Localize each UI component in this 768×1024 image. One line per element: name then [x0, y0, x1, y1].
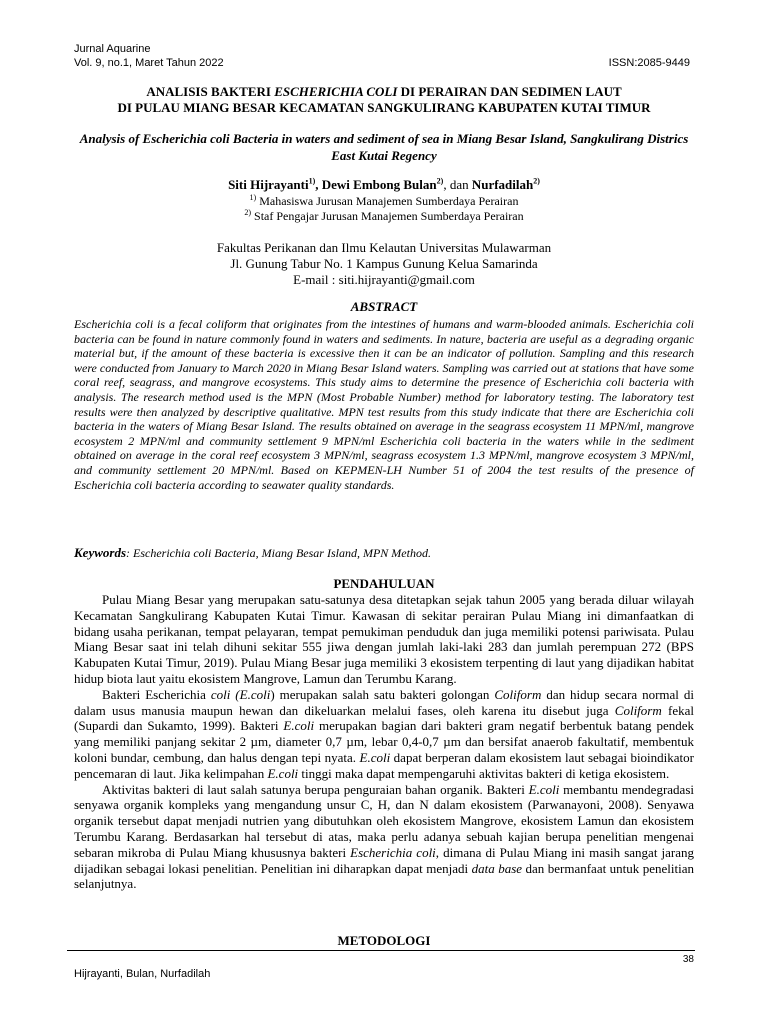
text-run: dan bermanfaat untuk penelitian selanjutnya. — [74, 860, 694, 892]
paper-subtitle: Analysis of Escherichia coli Bacteria in waters and sediment of sea in Miang Besar Island, Sangkulirang Districs East Kutai Regency — [79, 131, 689, 163]
affiliation-2: $^{2)}$ Staf Pengajar Jurusan Manajemen Sumberdaya Perairan — [244, 208, 524, 223]
text-run: coli (E.coli — [210, 686, 271, 702]
text-run: E.coli — [359, 749, 391, 765]
footer-authors: Hijrayanti, Bulan, Nurfadilah — [74, 968, 211, 980]
footer-divider — [67, 950, 695, 951]
text-run: Aktivitas bakteri di laut salah satunya berupa penguraian bahan organik. Bakteri — [102, 781, 529, 797]
text-run: fekal (Supardi dan Sukamto, 1999). Bakteri — [74, 702, 694, 734]
journal-name: Jurnal Aquarine — [74, 43, 151, 55]
text-run: tinggi maka dapat mempengaruhi aktivitas bakteri di ketiga ekosistem. — [298, 765, 670, 781]
institution-address: Jl. Gunung Tabur No. 1 Kampus Gunung Kelua Samarinda — [230, 256, 538, 271]
text-run: , dimana di Pulau Miang ini masih sangat jarang dijadikan sebagai lokasi penelitian. Penelitian ini diharapkan dapat menjadi — [74, 844, 694, 876]
institution-block — [70, 240, 698, 288]
author-list: Siti Hijrayanti$^{1)}$, Dewi Embong Bulan$^{2)}$, dan Nurfadilah$^{2)}$ — [228, 176, 540, 192]
keywords: Keywords: Escherichia coli Bacteria, Miang Besar Island, MPN Method. — [74, 545, 431, 560]
institution-faculty: Fakultas Perikanan dan Ilmu Kelautan Universitas Mulawarman — [216, 240, 552, 255]
body-text — [74, 592, 694, 892]
text-run: E.coli — [267, 765, 299, 781]
abstract-text: Escherichia coli is a fecal coliform that originates from the intestines of humans and warm-blooded animals. Escherichia coli bacteria can be found in nature commonly found in waters and sediments. In nature, bacteria are useful as a degrading organic material but, if the amount of these bacteria is excessive then it can be an indicator of pollution. Sampling and this research were conducted from January to March 2020 in Miang Besar Island waters. Sampling was carried out at stations that have some coral reef, seagrass, and mangrove ecosystems. This study aims to determine the presence of Escherichia coli bacteria with analysis. The research method used is the MPN (Most Probable Number) method for laboratory testing. The laboratory test results were then analyzed by descriptive qualitative. MPN test results from this study indicate that there are Escherichia coli bacteria in the waters of Miang Besar Island. The results obtained on average in the seagrass ecosystem 11 MPN/ml, mangrove ecosystem 2 MPN/ml and community settlement 9 MPN/ml Escherichia coli bacteria in the waters while in the sediment obtained on average in the coral reef ecosystem 3 MPN/ml, seagrass ecosystem 1.3 MPN/ml, mangrove ecosystem 3 MPN/ml, and community settlement 20 MPN/ml. Based on KEPMEN-LH Number 51 of 2004 the test results of the presence of Escherichia coli bacteria according to seawater quality standards. — [74, 317, 694, 492]
abstract-heading: ABSTRACT — [350, 299, 418, 314]
section-heading-pendahuluan: PENDAHULUAN — [333, 576, 435, 591]
text-run: E.coli — [283, 718, 315, 734]
paper-title: ANALISIS BAKTERI ESCHERICHIA COLI DI PERAIRAN DAN SEDIMEN LAUT DI PULAU MIANG BESAR KECAMATAN SANGKULIRANG KABUPATEN KUTAI TIMUR — [117, 84, 651, 115]
journal-issn: ISSN:2085-9449 — [608, 57, 690, 69]
text-run: Coliform — [614, 702, 662, 718]
journal-volume: Vol. 9, no.1, Maret Tahun 2022 — [74, 57, 224, 69]
text-run: Bakteri Escherichia — [102, 686, 211, 702]
author-email: E-mail : siti.hijrayanti@gmail.com — [293, 272, 475, 287]
text-run: dapat berperan dalam ekosistem laut sebagai bioindikator pencemaran di laut. Jika kelimpahan — [74, 749, 694, 781]
text-run: ) merupakan salah satu bakteri golongan — [270, 686, 495, 702]
text-run: E.coli — [528, 781, 560, 797]
text-run: Coliform — [494, 686, 542, 702]
section-heading-metodologi: METODOLOGI — [337, 933, 431, 948]
text-run: merupakan bagian dari bakteri gram negatif berbentuk batang pendek yang memiliki panjang sekitar 2 µm, diameter 0,7 µm, lebar 0,4-0,7 µm dan bersifat anaerob fakultatif, membentuk koloni bundar, cembung, dan halus dengan tepi nyata. — [74, 718, 694, 765]
paragraph-1: Pulau Miang Besar yang merupakan satu-satunya desa ditetapkan sejak tahun 2005 yang berada diluar wilayah Kecamatan Sangkulirang Kabupaten Kutai Timur. Kawasan di sekitar perairan Pulau Miang ini dimanfaatkan di bidang usaha perikanan, tempat pelayaran, tempat pemukiman penduduk dan juga memiliki potensi pariwisata. Pulau Miang Besar saat ini telah dihuni sekitar 555 jiwa dengan jumlah laki-laki 283 dan jumlah perempuan 272 (BPS Kabupaten Kutai Timur, 2019). Pulau Miang Besar juga memiliki 3 ekosistem terpenting di laut yang dijadikan habitat hidup biota laut yaitu ekosistem Mangrove, Lamun dan Terumbu Karang. — [74, 592, 694, 686]
text-run: Escherichia coli — [350, 844, 436, 860]
affiliation-1: $^{1)}$ Mahasiswa Jurusan Manajemen Sumberdaya Perairan — [249, 193, 519, 208]
text-run: dan hidup secara normal di dalam usus manusia maupun hewan dan dikeluarkan melalui fases, oleh karena itu disebut juga — [74, 686, 694, 718]
paragraph-2 — [74, 687, 694, 782]
text-run: data base — [471, 860, 523, 876]
text-run: membantu mendegradasi senyawa organik kompleks yang mengandung unsur C, H, dan N dalam ekosistem (Parwanayoni, 2008). Senyawa organik tersebut dapat menjadi nutrien yang dibutuhkan oleh ekosistem Mangrove, ekosistem Lamun dan ekosistem Terumbu Karang. Berdasarkan hal tersebut di atas, maka perlu adanya sebuah kajian berupa penelitian mengenai sebaran mikroba di Pulau Miang khususnya bakteri — [74, 781, 694, 860]
page-number: 38 — [682, 954, 694, 965]
paragraph-3 — [74, 782, 694, 893]
